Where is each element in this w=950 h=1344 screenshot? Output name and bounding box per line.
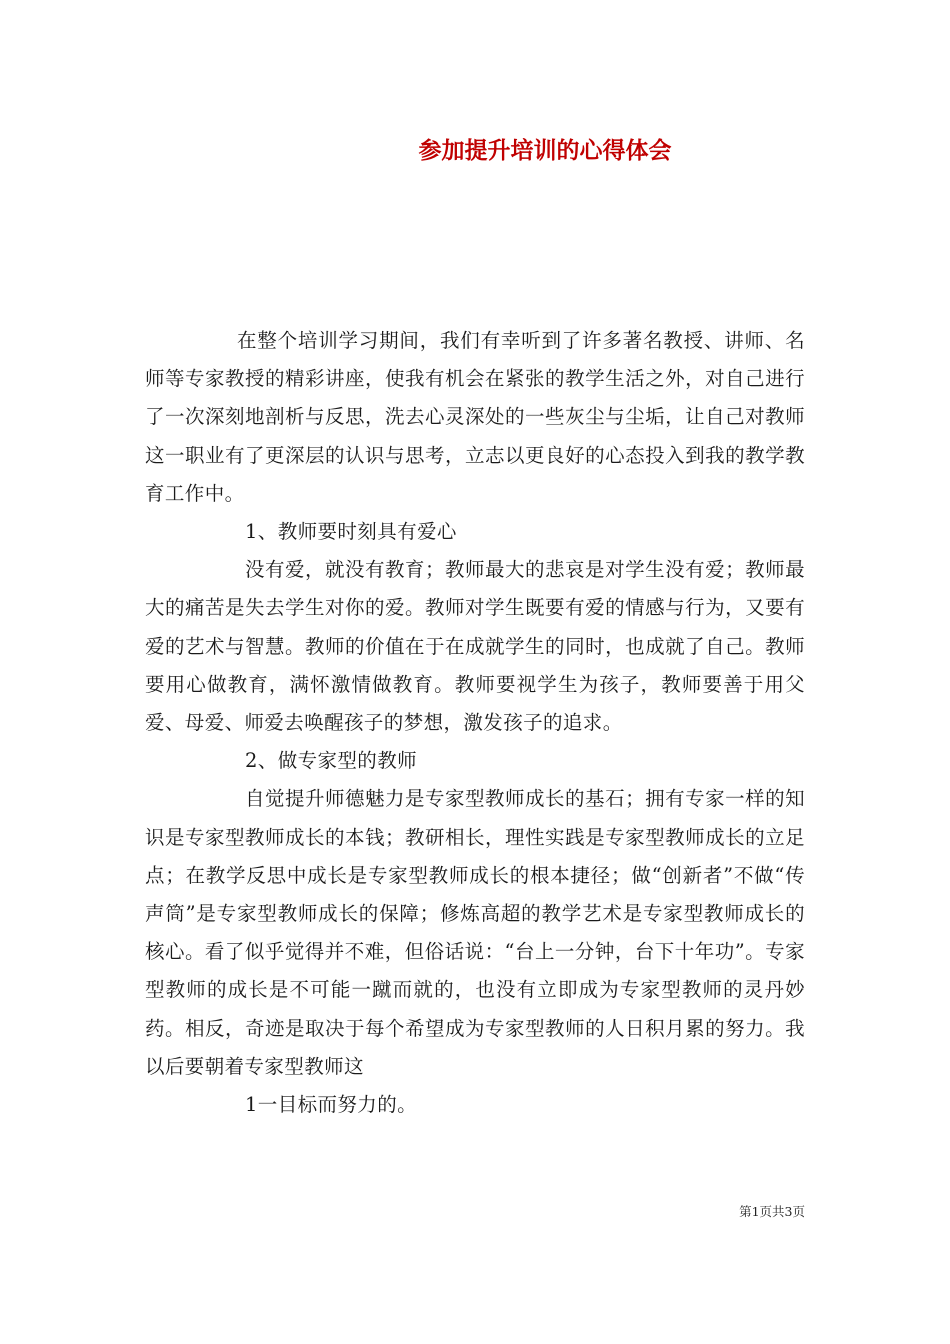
continuation-line: 1一目标而努力的。 — [245, 1093, 418, 1117]
section-heading-2: 2、做专家型的教师 — [245, 749, 418, 773]
intro-paragraph: 在整个培训学习期间，我们有幸听到了许多著名教授、讲师、名师等专家教授的精彩讲座，使我有机会在紧张的教学生活之外，对自己进行了一次深刻地剖析与反思，洗去心灵深处的一些灰尘与尘垢，让自己对教师这一职业有了更深层的认识与思考，立志以更良好的心态投入到我的教学教育工作中。 — [145, 329, 805, 505]
document-body — [145, 322, 805, 1124]
section-heading-1: 1、教师要时刻具有爱心 — [245, 520, 457, 544]
section-1-paragraph: 没有爱，就没有教育；教师最大的悲哀是对学生没有爱；教师最大的痛苦是失去学生对你的爱。教师对学生既要有爱的情感与行为，又要有爱的艺术与智慧。教师的价值在于在成就学生的同时，也成就了自己。教师要用心做教育，满怀激情做教育。教师要视学生为孩子，教师要善于用父爱、母爱、师爱去唤醒孩子的梦想，激发孩子的追求。 — [145, 558, 805, 735]
page-title: 参加提升培训的心得体会 — [418, 137, 672, 164]
page-number-footer: 第1页共3页 — [739, 1204, 805, 1219]
section-2-paragraph: 自觉提升师德魅力是专家型教师成长的基石；拥有专家一样的知识是专家型教师成长的本钱；教研相长，理性实践是专家型教师成长的立足点；在教学反思中成长是专家型教师成长的根本捷径；做“创新者”不做“传声筒”是专家型教师成长的保障；修炼高超的教学艺术是专家型教师成长的核心。看了似乎觉得并不难，但俗话说：“台上一分钟，台下十年功”。专家型教师的成长是不可能一蹴而就的，也没有立即成为专家型教师的灵丹妙药。相反，奇迹是取决于每个希望成为专家型教师的人日积月累的努力。我以后要朝着专家型教师这 — [145, 787, 805, 1078]
